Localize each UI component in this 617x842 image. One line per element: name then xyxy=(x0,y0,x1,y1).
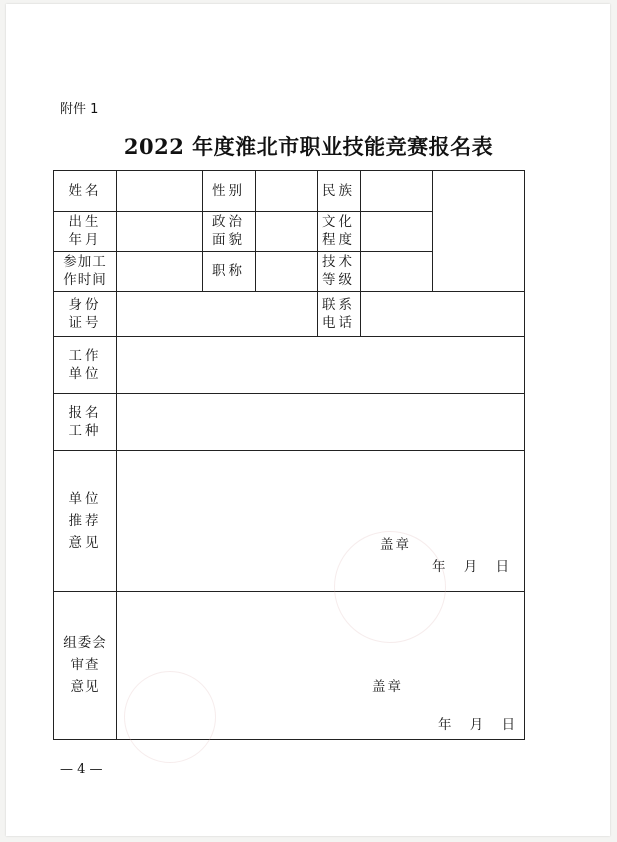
row-divider xyxy=(54,393,524,394)
label-name: 姓名 xyxy=(68,183,102,199)
label-education: 文化 程度 xyxy=(322,214,355,248)
label-gender: 性别 xyxy=(212,183,245,199)
label-political-status: 政治 面貌 xyxy=(212,214,245,248)
row-divider xyxy=(54,291,524,292)
label-job-title: 职称 xyxy=(212,263,245,279)
label-trade: 报名 工种 xyxy=(68,404,102,439)
label-committee-review: 组委会 审查 意见 xyxy=(63,635,107,695)
page-number: — 4 — xyxy=(60,762,103,777)
date-label-committee: 年 月 日 xyxy=(438,717,516,733)
column-divider xyxy=(432,171,433,291)
seal-label-committee: 盖章 xyxy=(372,679,403,695)
seal-label-recommendation: 盖章 xyxy=(380,537,411,553)
column-divider xyxy=(360,171,361,336)
faint-seal-mark xyxy=(124,671,216,763)
registration-form-table xyxy=(53,170,525,740)
column-divider xyxy=(116,171,117,739)
label-employer: 工作 单位 xyxy=(68,347,102,382)
label-skill-level: 技术 等级 xyxy=(322,254,355,288)
row-divider xyxy=(54,450,524,451)
column-divider xyxy=(255,171,256,291)
label-unit-recommendation: 单位 推荐 意见 xyxy=(68,490,102,551)
form-title: 2022 年度淮北市职业技能竞赛报名表 xyxy=(123,134,494,159)
label-ethnicity: 民族 xyxy=(322,183,355,199)
label-id-number: 身份 证号 xyxy=(68,296,102,331)
attachment-label: 附件 1 xyxy=(60,102,99,117)
date-label-recommendation: 年 月 日 xyxy=(432,559,510,575)
row-divider xyxy=(54,591,524,592)
row-divider xyxy=(54,336,524,337)
label-phone: 联系 电话 xyxy=(322,296,355,331)
label-work-start-date: 参加工 作时间 xyxy=(63,254,107,288)
label-birth-date: 出生 年月 xyxy=(68,214,102,248)
